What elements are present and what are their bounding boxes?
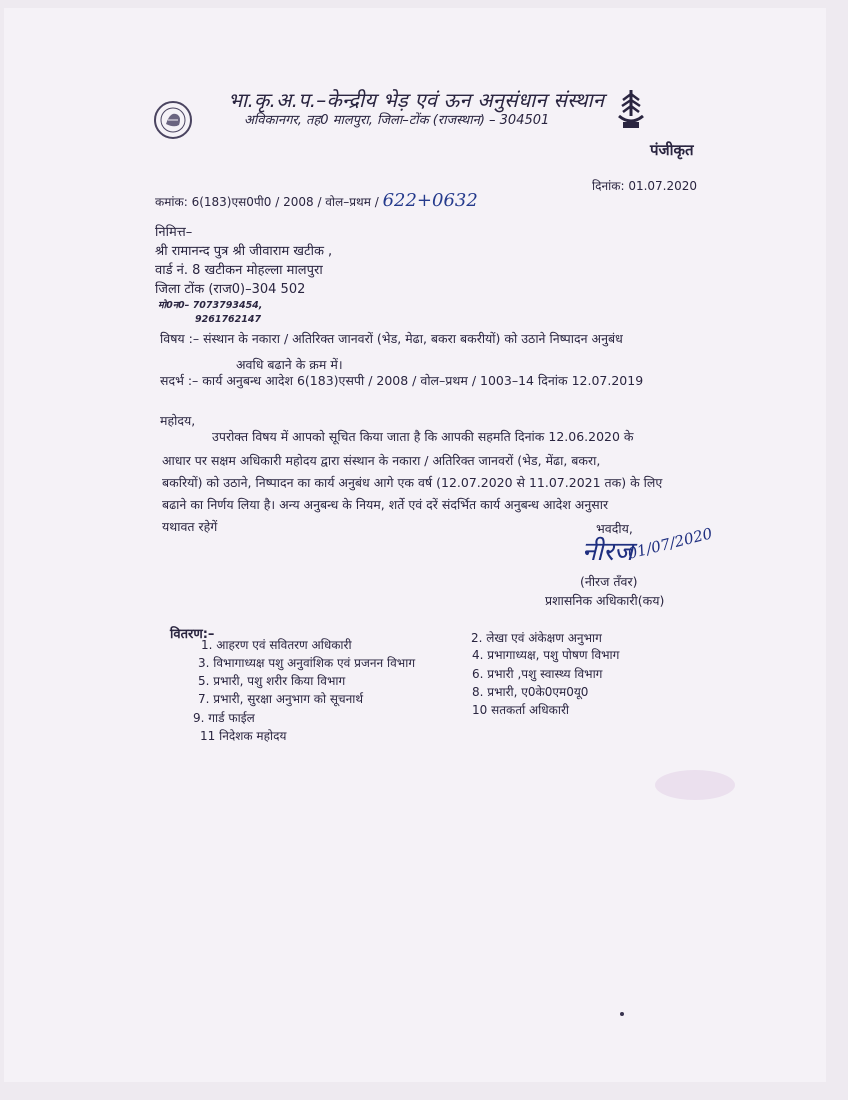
handwritten-signature-date: 01/07/2020 xyxy=(625,524,715,563)
closing-text: भवदीय, xyxy=(596,521,633,536)
distribution-item-7: 7. प्रभारी, सुरक्षा अनुभाग को सूचनार्थ xyxy=(198,692,364,706)
addressee-mobile-2: 9261762147 xyxy=(195,314,262,325)
reference-line: सदर्भ :– कार्य अनुबन्ध आदेश 6(183)एसपी / 2008 / वोल–प्रथम / 1003–14 दिनांक 12.07.2019 xyxy=(160,373,644,388)
signatory-designation: प्रशासनिक अधिकारी(कय) xyxy=(545,593,665,608)
organization-name: भा.कृ.अ.प.–केन्द्रीय भेड़ एवं ऊन अनुसंधान संस्थान xyxy=(228,88,605,112)
distribution-title: वितरण:– xyxy=(170,627,215,642)
addressee-line-2: वार्ड नं. 8 खटीकन मोहल्ला मालपुरा xyxy=(155,263,323,278)
body-line-1: उपरोक्त विषय में आपको सूचित किया जाता है कि आपकी सहमति दिनांक 12.06.2020 के xyxy=(212,429,634,444)
reference-number-text: कमांक: 6(183)एस0पी0 / 2008 / वोल–प्रथम / xyxy=(155,195,379,209)
subject-line-continued: अवधि बढाने के क्रम में। xyxy=(236,357,343,372)
distribution-item-8: 8. प्रभारी, ए0के0एम0यू0 xyxy=(472,685,589,699)
handwritten-signature: नीरज xyxy=(582,537,634,567)
icar-wheat-logo-icon xyxy=(613,86,649,132)
subject-line: विषय :– संस्थान के नकारा / अतिरिक्त जानवरों (भेड, मेढा, बकरा बकरीयों) को उठाने निष्पादन अनुबंध xyxy=(160,331,623,346)
distribution-item-2: 2. लेखा एवं अंकेक्षण अनुभाग xyxy=(471,631,602,645)
icar-emblem-icon xyxy=(152,98,194,142)
body-line-5: यथावत रहेगें xyxy=(162,519,218,534)
body-line-4: बढाने का निर्णय लिया है। अन्य अनुबन्ध के नियम, शर्ते एवं दरें संदर्भित कार्य अनुबन्ध आदेश अनुसार xyxy=(162,497,609,512)
distribution-item-9: 9. गार्ड फाईल xyxy=(193,711,255,725)
addressee-line-3: जिला टोंक (राज0)–304 502 xyxy=(155,282,306,297)
distribution-item-10: 10 सतकर्ता अधिकारी xyxy=(472,703,570,717)
addressee-line-1: श्री रामानन्द पुत्र श्री जीवाराम खटीक , xyxy=(155,244,333,259)
letter-date: दिनांक: 01.07.2020 xyxy=(592,179,698,193)
distribution-item-11: 11 निदेशक महोदय xyxy=(200,729,287,743)
signatory-name: (नीरज तँवर) xyxy=(580,574,638,589)
addressee-heading: निमित्त– xyxy=(155,225,193,240)
handwritten-dispatch-number: 622+0632 xyxy=(382,190,478,211)
registered-label: पंजीकृत xyxy=(650,141,694,159)
addressee-mobile-1: मो0न0– 7073793454, xyxy=(158,300,263,311)
letter-page xyxy=(4,8,826,1082)
distribution-item-6: 6. प्रभारी ,पशु स्वास्थ्य विभाग xyxy=(472,667,603,681)
organization-address: अविकानगर, तह0 मालपुरा, जिला–टोंक (राजस्थान) – 304501 xyxy=(244,113,550,128)
scan-smudge xyxy=(655,770,735,800)
distribution-item-3: 3. विभागाध्यक्ष पशु अनुवांशिक एवं प्रजनन विभाग xyxy=(198,656,416,670)
scan-speck xyxy=(620,1012,624,1016)
distribution-item-1: 1. आहरण एवं सवितरण अधिकारी xyxy=(201,638,352,652)
body-line-2: आधार पर सक्षम अधिकारी महोदय द्वारा संस्थान के नकारा / अतिरिक्त जानवरों (भेड, मेंढा, बकरा, xyxy=(162,453,601,468)
salutation: महोदय, xyxy=(160,413,196,428)
distribution-item-5: 5. प्रभारी, पशु शरीर किया विभाग xyxy=(198,674,346,688)
reference-number xyxy=(155,190,478,211)
body-line-3: बकरियों) को उठाने, निष्पादन का कार्य अनुबंध आगे एक वर्ष (12.07.2020 से 11.07.2021 तक) के लिए xyxy=(162,475,663,490)
distribution-item-4: 4. प्रभागाध्यक्ष, पशु पोषण विभाग xyxy=(472,648,620,662)
